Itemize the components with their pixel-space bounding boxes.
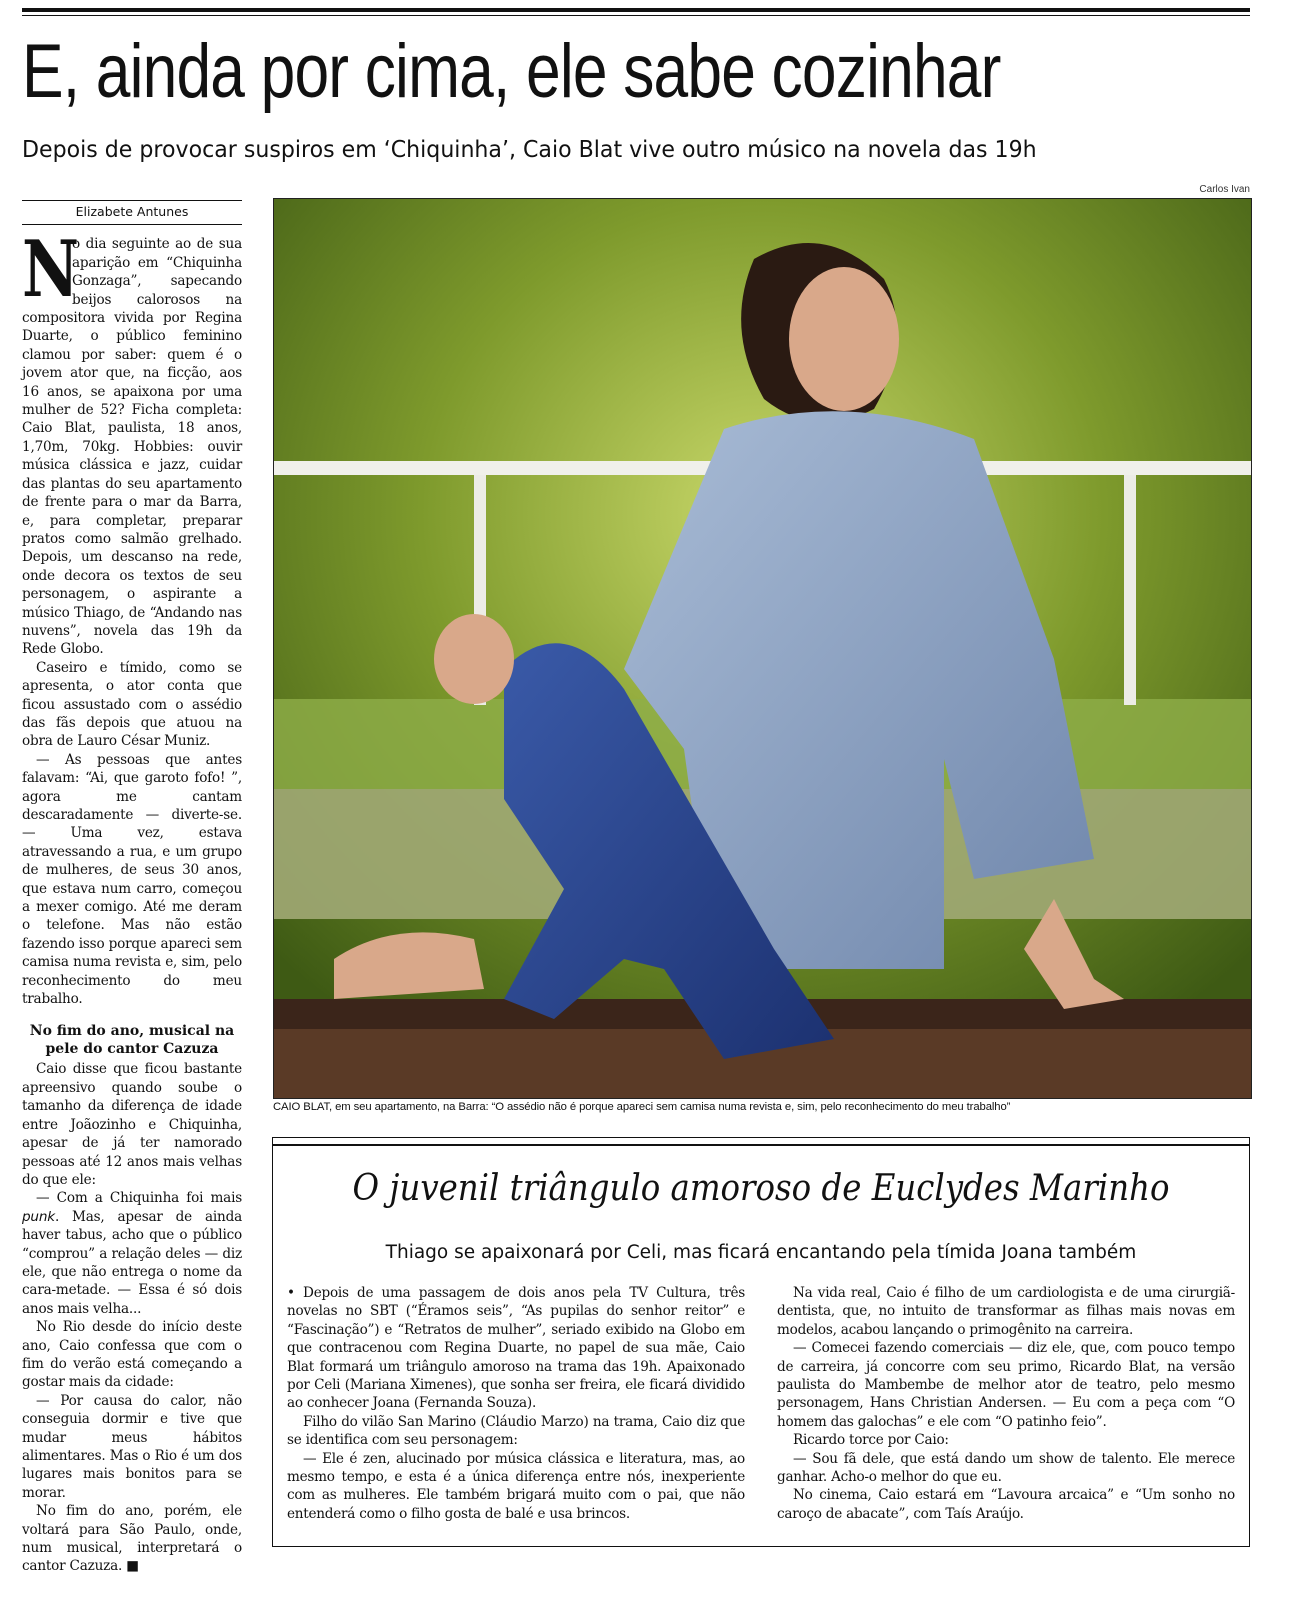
article-paragraph: — Por causa do calor, não conseguia dormir e tive que mudar meus hábitos alimentares. Mas o Rio é um dos lugares mais bonitos para se morar. bbox=[22, 1392, 242, 1501]
drop-cap: N bbox=[22, 224, 79, 316]
article-paragraph: Caio disse que ficou bastante apreensivo quando soube o tamanho da diferença de idade entre Joãozinho e Chiquinha, apesar de já ter namorado pessoas até 12 anos mais velhas do que ele: bbox=[22, 1061, 242, 1188]
sidebar-paragraph: — Sou fã dele, que está dando um show de talento. Ele merece ganhar. Acho-o melhor do que eu. bbox=[777, 1450, 1235, 1486]
article-photo bbox=[273, 198, 1252, 1099]
sidebar-paragraph: — Ele é zen, alucinado por música clássica e literatura, mas, ao mesmo tempo, e esta é a única diferença entre nós, inexperiente com as mulheres. Ele também brigará muito com o pai, que não entenderá como o filho gosta de balé e usa brincos. bbox=[287, 1450, 745, 1522]
top-rule-thin bbox=[22, 15, 1250, 16]
sidebar-title: O juvenil triângulo amoroso de Euclydes Marinho bbox=[352, 1168, 1170, 1209]
sidebar-paragraph: Filho do vilão San Marino (Cláudio Marzo) na trama, Caio diz que se identifica com seu personagem: bbox=[287, 1413, 745, 1449]
box-rule bbox=[273, 1144, 1249, 1146]
subheadline: Depois de provocar suspiros em ‘Chiquinha’, Caio Blat vive outro músico na novela das 19h bbox=[22, 137, 1037, 163]
headline: E, ainda por cima, ele sabe cozinhar bbox=[22, 29, 1001, 114]
sidebar-column-1 bbox=[287, 1284, 745, 1523]
paragraph-text: o dia seguinte ao de sua aparição em “Chiquinha Gonzaga”, sapecando beijos calorosos na compositora vivida por Regina Duarte, o público feminino clamou por saber: quem é o jovem ator que, na ficção, aos 16 anos, se apaixona por uma mulher de 52? Ficha completa: Caio Blat, paulista, 18 anos, 1,70m, 70kg. Hobbies: ouvir música clássica e jazz, cuidar das plantas do seu apartamento de frente para o mar da Barra, e, para completar, preparar pratos como salmão grelhado. Depois, um descanso na rede, onde decora os textos de seu personagem, o aspirante a músico Thiago, de “Andando nas nuvens”, novela das 19h da Rede Globo. bbox=[22, 236, 242, 658]
article-paragraph: No fim do ano, porém, ele voltará para São Paulo, onde, num musical, interpretará o cantor Cazuza. ■ bbox=[22, 1503, 242, 1575]
article-paragraph: Caseiro e tímido, como se apresenta, o ator conta que ficou assustado com o assédio das fãs depois que atuou na obra de Lauro César Muniz. bbox=[22, 659, 242, 750]
photo-illustration bbox=[274, 199, 1251, 1098]
photo-credit: Carlos Ivan bbox=[1199, 184, 1250, 195]
sidebar-column-2 bbox=[777, 1284, 1235, 1523]
sidebar-paragraph: No cinema, Caio estará em “Lavoura arcaica” e “Um sonho no caroço de abacate”, com Taís Araújo. bbox=[777, 1487, 1235, 1522]
sidebar-box bbox=[272, 1137, 1250, 1547]
paragraph-text: — Com a Chiquinha foi mais bbox=[36, 1190, 242, 1207]
article-column bbox=[22, 200, 242, 1576]
italic-word: punk bbox=[22, 1208, 55, 1225]
top-rule bbox=[22, 8, 1250, 12]
article-paragraph bbox=[22, 1189, 242, 1318]
photo-caption: CAIO BLAT, em seu apartamento, na Barra: “O assédio não é porque apareci sem camisa numa revista e, sim, pelo reconhecimento do meu trabalho” bbox=[273, 1101, 1011, 1113]
article-paragraph: — As pessoas que antes falavam: “Ai, que garoto fofo! ”, agora me cantam descaradamente — diverte-se. — Uma vez, estava atravessando a rua, e um grupo de mulheres, de seus 30 anos, que estava num carro, começou a mexer comigo. Até me deram o telefone. Mas não estão fazendo isso porque apareci sem camisa numa revista e, sim, pelo reconhecimento do meu trabalho. bbox=[22, 751, 242, 1008]
sidebar-paragraph: Ricardo torce por Caio: bbox=[793, 1432, 949, 1449]
article-paragraph bbox=[22, 224, 242, 658]
sidebar-paragraph: • Depois de uma passagem de dois anos pela TV Cultura, três novelas no SBT (“Éramos seis”, “As pupilas do senhor reitor” e “Fascinação”) e “Retratos de mulher”, seriado exibido na Globo em que contracenou com Regina Duarte, no papel de sua mãe, Caio Blat formará um triângulo amoroso na trama das 19h. Apaixonado por Celi (Mariana Ximenes), que sonha ser freira, ele ficará dividido ao conhecer Joana (Fernanda Souza). bbox=[287, 1285, 745, 1412]
article-paragraph: No Rio desde do início deste ano, Caio confessa que com o fim do verão está começando a gostar mais da cidade: bbox=[22, 1319, 242, 1391]
sidebar-paragraph: Na vida real, Caio é filho de um cardiologista e de uma cirurgiã-dentista, que, no intuito de transformar as filhas mais novas em modelos, acabou lançando o primogênito na carreira. bbox=[777, 1285, 1235, 1338]
sidebar-subtitle: Thiago se apaixonará por Celi, mas ficará encantando pela tímida Joana também bbox=[385, 1242, 1137, 1263]
sidebar-paragraph: — Comecei fazendo comerciais — diz ele, que, com pouco tempo de carreira, já concorre com seu primo, Ricardo Blat, na versão paulista do Mambembe de melhor ator de teatro, pelo mesmo personagem, Hans Christian Andersen. — Eu com a peça com “O homem das galochas” e ele com “O patinho feio”. bbox=[777, 1340, 1235, 1430]
paragraph-text: . Mas, apesar de ainda haver tabus, acho que o público “comprou” a relação deles — diz ele, que não entrega o nome da cara-metade. — Essa é só dois anos mais velha... bbox=[22, 1208, 242, 1317]
byline: Elizabete Antunes bbox=[22, 200, 242, 225]
article-subhead: No fim do ano, musical na pele do cantor Cazuza bbox=[29, 1023, 235, 1058]
